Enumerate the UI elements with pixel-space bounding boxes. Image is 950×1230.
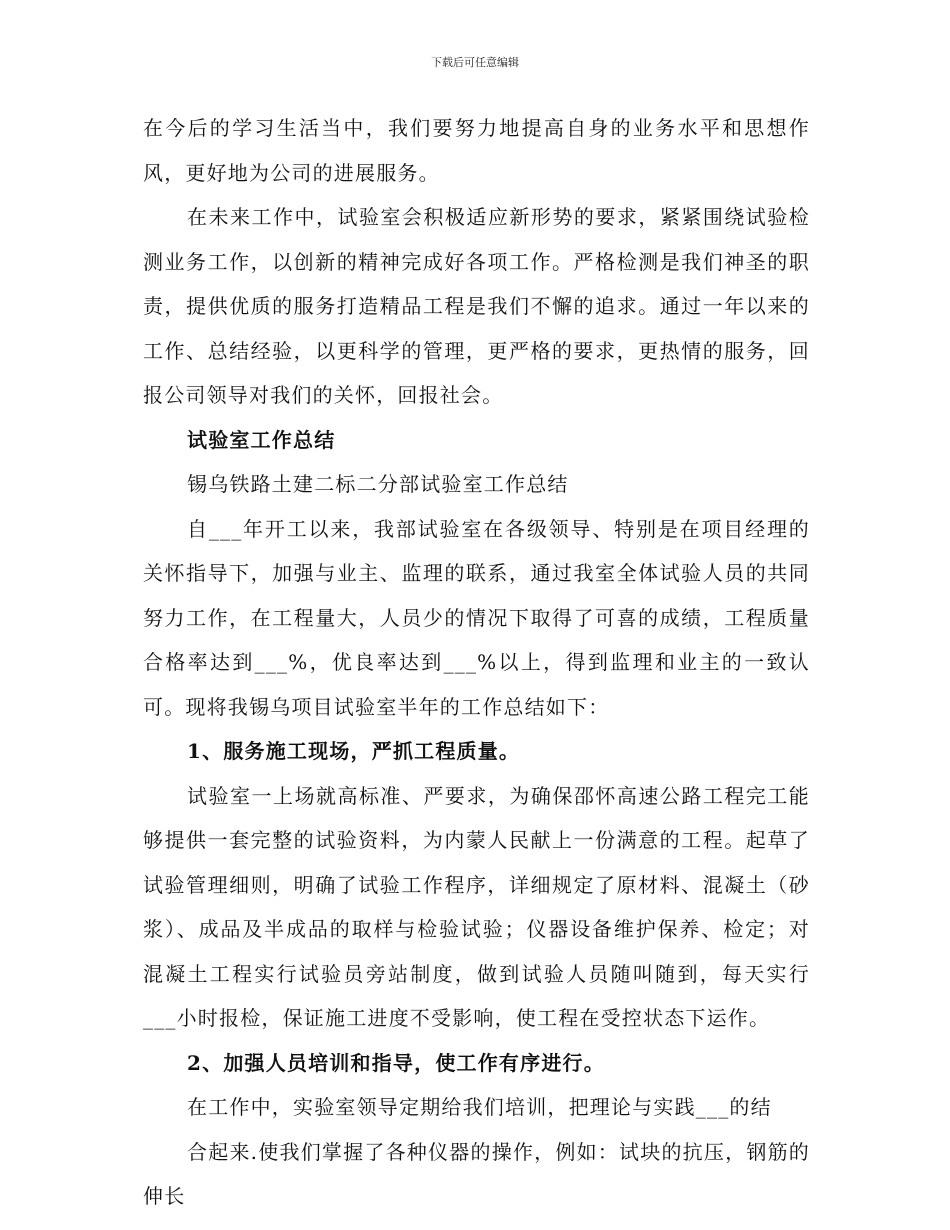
section-heading: 试验室工作总结 (187, 427, 336, 452)
document-body (143, 106, 810, 1219)
paragraph-3: 自___年开工以来，我部试验室在各级领导、特别是在项目经理的关怀指导下，加强与业主、监理的联系，通过我室全体试验人员的共同努力工作，在工程量大，人员少的情况下取得了可喜的成绩，工程质量合格率达到___%，优良率达到___%以上，得到监理和业主的一致认可。现将我锡乌项目试验室半年的工作总结如下： (143, 516, 810, 719)
paragraph-1: 在今后的学习生活当中，我们要努力地提高自身的业务水平和思想作风，更好地为公司的进展服务。 (143, 116, 810, 185)
page-header: 下载后可任意编辑 (431, 56, 519, 69)
paragraph-4: 试验室一上场就高标准、严要求，为确保邵怀高速公路工程完工能够提供一套完整的试验资料，为内蒙人民献上一份满意的工程。起草了试验管理细则，明确了试验工作程序，详细规定了原材料、混凝土（砂浆）、成品及半成品的取样与检验试验；仪器设备维护保养、检定；对混凝土工程实行试验员旁站制度，做到试验人员随叫随到，每天实行___小时报检，保证施工进度不受影响，使工程在受控状态下运作。 (143, 783, 810, 1030)
subheading-2: 2、加强人员培训和指导，使工作有序进行。 (187, 1050, 605, 1075)
subheading-1: 1、服务施工现场，严抓工程质量。 (187, 739, 521, 763)
paragraph-2: 在未来工作中，试验室会积极适应新形势的要求，紧紧围绕试验检测业务工作，以创新的精神完成好各项工作。严格检测是我们神圣的职责，提供优质的服务打造精品工程是我们不懈的追求。通过一年以来的工作、总结经验，以更科学的管理，更严格的要求，更热情的服务，回报公司领导对我们的关怀，回报社会。 (143, 205, 810, 407)
paragraph-5: 在工作中，实验室领导定期给我们培训，把理论与实践___的结 (187, 1095, 772, 1119)
paragraph-6: 合起来.使我们掌握了各种仪器的操作，例如：试块的抗压，钢筋的伸长 (143, 1139, 810, 1208)
report-title: 锡乌铁路土建二标二分部试验室工作总结 (187, 472, 569, 496)
